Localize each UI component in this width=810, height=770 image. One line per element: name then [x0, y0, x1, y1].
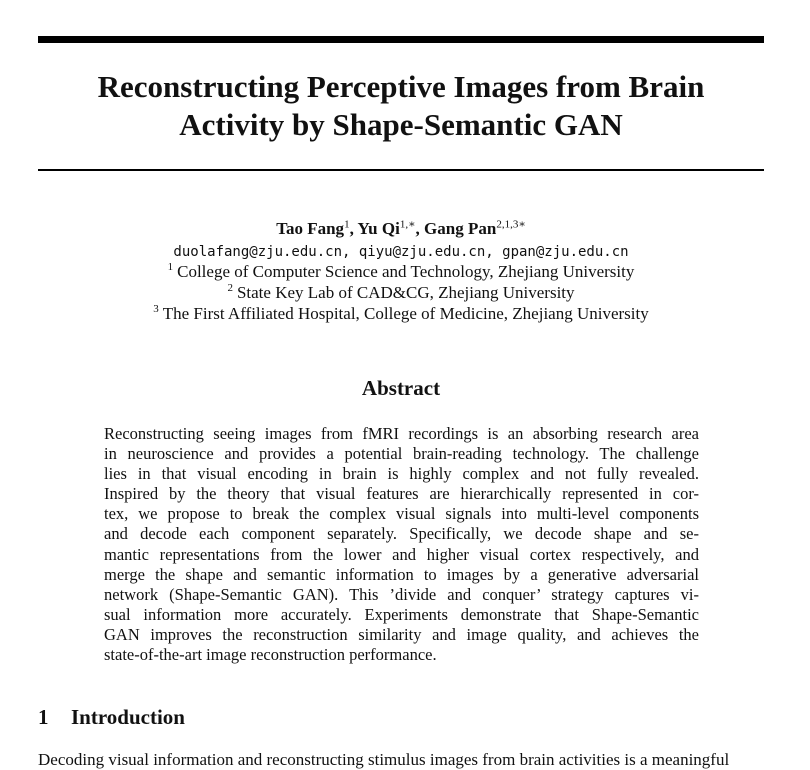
title-bottom-rule	[38, 169, 764, 171]
title-top-rule	[38, 36, 764, 43]
abstract-line: Reconstructing seeing images from fMRI recordings is an absorbing research area	[104, 424, 699, 443]
abstract-line: state-of-the-art image reconstruction performance.	[104, 645, 437, 665]
affiliation-line	[0, 303, 802, 324]
paper-title	[38, 68, 764, 144]
author-name: Tao Fang	[276, 219, 345, 238]
affiliation-line	[0, 282, 802, 303]
abstract-line: merge the shape and semantic information to images by a generative adversarial	[104, 564, 699, 584]
section-title: Introduction	[71, 705, 185, 729]
author-affiliation-mark: 1,∗	[399, 218, 416, 231]
abstract-line: Inspired by the theory that visual features are hierarchically represented in cor-	[104, 484, 699, 504]
abstract-heading: Abstract	[361, 376, 441, 400]
paper-title-line-2: Activity by Shape-Semantic GAN	[179, 107, 623, 142]
author-emails: duolafang@zju.edu.cn, qiyu@zju.edu.cn, gpan@zju.edu.cn	[173, 244, 629, 260]
abstract-line: network (Shape-Semantic GAN). This ’divide and conquer’ strategy captures vi-	[104, 584, 699, 604]
abstract-line: and decode each component separately. Specifically, we decode shape and se-	[104, 524, 699, 544]
paper-title-line-1: Reconstructing Perceptive Images from Brain	[97, 69, 705, 104]
author-list: Tao Fang$^1$, Yu $Qi^{1,∗}$, Gang Pan$^{2,1,3∗}$	[276, 218, 526, 238]
affiliation-mark: 1	[167, 261, 174, 274]
author-affiliation-mark: 2,1,3∗	[496, 218, 526, 231]
abstract-line: GAN improves the reconstruction similarity and image quality, and achieves the	[104, 624, 699, 644]
author-name: Yu Qi	[357, 219, 400, 238]
section-heading-introduction	[38, 703, 185, 731]
author-affiliation-mark: 1	[344, 218, 350, 231]
body-text-line: Decoding visual information and reconstructing stimulus images from brain activities is a meaningful	[38, 750, 730, 769]
affiliation-line	[0, 261, 802, 282]
section-number: 1	[38, 705, 49, 729]
affiliation-mark: 2	[227, 282, 233, 295]
affiliation-text: State Key Lab of CAD&CG, Zhejiang University	[236, 283, 575, 302]
abstract-line: tex, we propose to break the complex visual signals into multi-level components	[104, 504, 699, 524]
author-name: Gang Pan	[424, 219, 497, 238]
affiliation-text: College of Computer Science and Technology, Zhejiang University	[177, 262, 635, 281]
affiliation-mark: 3	[153, 303, 159, 316]
abstract-line: mantic representations from the lower and higher visual cortex respectively, and	[104, 544, 699, 564]
abstract-body	[104, 424, 699, 665]
affiliation-text: The First Affiliated Hospital, College of Medicine, Zhejiang University	[162, 304, 649, 323]
abstract-line: lies in that visual encoding in brain is highly complex and not fully revealed.	[104, 464, 699, 484]
abstract-line: sual information more accurately. Experiments demonstrate that Shape-Semantic	[104, 604, 699, 624]
abstract-line: in neuroscience and provides a potential brain-reading technology. The challenge	[104, 444, 699, 464]
